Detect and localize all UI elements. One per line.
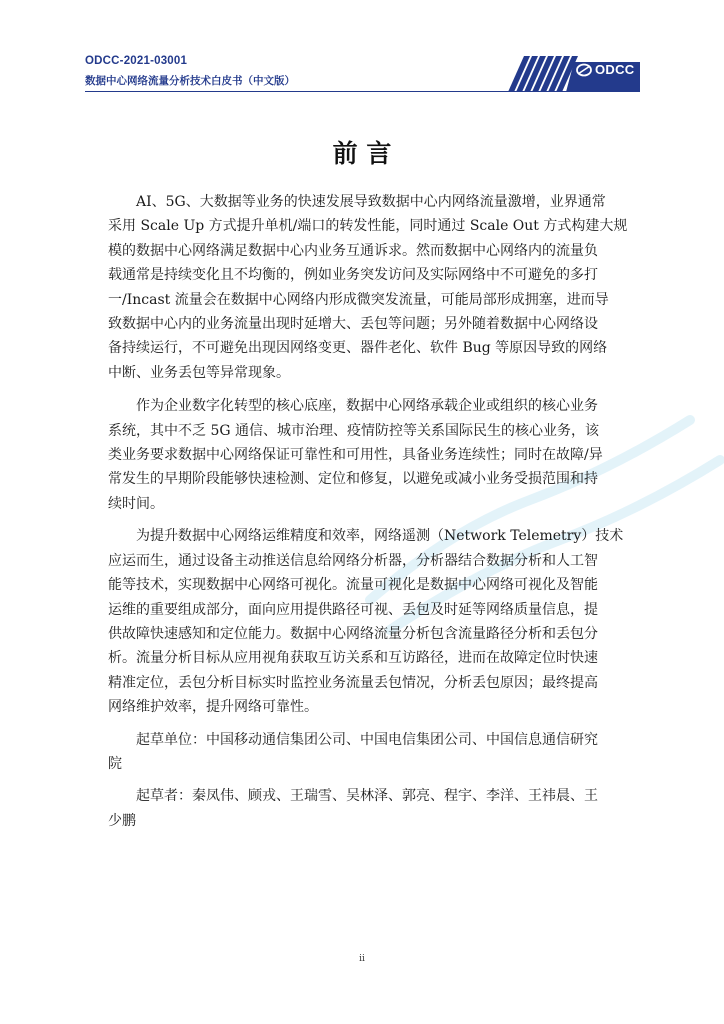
odcc-logo bbox=[576, 62, 634, 77]
paragraph-line: AI、5G、大数据等业务的快速发展导致数据中心内网络流量激增，业界通常 bbox=[136, 194, 606, 210]
paragraph-line: 常发生的早期阶段能够快速检测、定位和修复，以避免或减小业务受损范围和持 bbox=[108, 471, 598, 488]
page-header bbox=[0, 0, 724, 100]
paragraph-line: 中断、业务丢包等异常现象。 bbox=[108, 364, 290, 381]
document-code: ODCC-2021-03001 bbox=[85, 55, 188, 67]
page-number: ii bbox=[359, 954, 365, 964]
paragraph-line: 模的数据中心网络满足数据中心内业务互通诉求。然而数据中心网络内的流量负 bbox=[108, 242, 598, 259]
paragraph-line: 应运而生，通过设备主动推送信息给网络分析器，分析器结合数据分析和人工智 bbox=[108, 552, 598, 569]
page-title: 前 言 bbox=[332, 139, 392, 168]
paragraph-line: 析。流量分析目标从应用视角获取互访关系和互访路径，进而在故障定位时快速 bbox=[108, 650, 598, 667]
paragraph-line: 续时间。 bbox=[108, 495, 164, 512]
paragraph-line: 起草单位：中国移动通信集团公司、中国电信集团公司、中国信息通信研究 bbox=[136, 731, 598, 748]
odcc-logo-text: ODCC bbox=[595, 62, 635, 77]
paragraph-line: 备持续运行，不可避免出现因网络变更、器件老化、软件 Bug 等原因导致的网络 bbox=[108, 340, 608, 357]
paragraph-line: 运维的重要组成部分，面向应用提供路径可视、丢包及时延等网络质量信息，提 bbox=[108, 601, 598, 618]
paragraph-line: 能等技术，实现数据中心网络可视化。流量可视化是数据中心网络可视化及智能 bbox=[108, 577, 598, 594]
paragraph-line: 供故障快速感知和定位能力。数据中心网络流量分析包含流量路径分析和丢包分 bbox=[108, 625, 598, 642]
paragraph-line: 作为企业数字化转型的核心底座，数据中心网络承载企业或组织的核心业务 bbox=[136, 398, 598, 415]
paragraph-line: 致数据中心内的业务流量出现时延增大、丢包等问题；另外随着数据中心网络设 bbox=[108, 316, 598, 333]
drafters bbox=[108, 784, 616, 833]
paragraph-3 bbox=[108, 524, 624, 719]
paragraph-line: 少鹏 bbox=[108, 812, 136, 829]
paragraph-line: 院 bbox=[108, 755, 122, 772]
paragraph-line: 系统，其中不乏 5G 通信、城市治理、疫情防控等关系国际民生的核心业务，该 bbox=[108, 422, 599, 439]
paragraph-line: 网络维护效率，提升网络可靠性。 bbox=[108, 699, 318, 716]
preface-body bbox=[108, 190, 628, 841]
paragraph-line: 精准定位，丢包分析目标实时监控业务流量丢包情况，分析丢包原因；最终提高 bbox=[108, 674, 598, 691]
paragraph-line: 载通常是持续变化且不均衡的，例如业务突发访问及实际网络中不可避免的多打 bbox=[108, 267, 598, 284]
drafting-units bbox=[108, 728, 616, 777]
odcc-logo-icon bbox=[576, 63, 592, 77]
paragraph-line: 类业务要求数据中心网络保证可靠性和可用性，具备业务连续性；同时在故障/异 bbox=[108, 447, 603, 464]
paragraph-line: 一/Incast 流量会在数据中心网络内形成微突发流量，可能局部形成拥塞，进而导 bbox=[108, 291, 609, 308]
paragraph-2 bbox=[108, 394, 616, 516]
paragraph-line: 采用 Scale Up 方式提升单机/端口的转发性能，同时通过 Scale Out 方式构建大规 bbox=[108, 218, 628, 235]
paragraph-1 bbox=[108, 190, 628, 385]
document-subtitle: 数据中心网络流量分析技术白皮书（中文版） bbox=[85, 75, 295, 87]
paragraph-line: 起草者：秦凤伟、顾戎、王瑞雪、吴林泽、郭亮、程宇、李洋、王祎晨、王 bbox=[136, 788, 598, 805]
paragraph-line: 为提升数据中心网络运维精度和效率，网络遥测（Network Telemetry）技术 bbox=[136, 528, 624, 545]
